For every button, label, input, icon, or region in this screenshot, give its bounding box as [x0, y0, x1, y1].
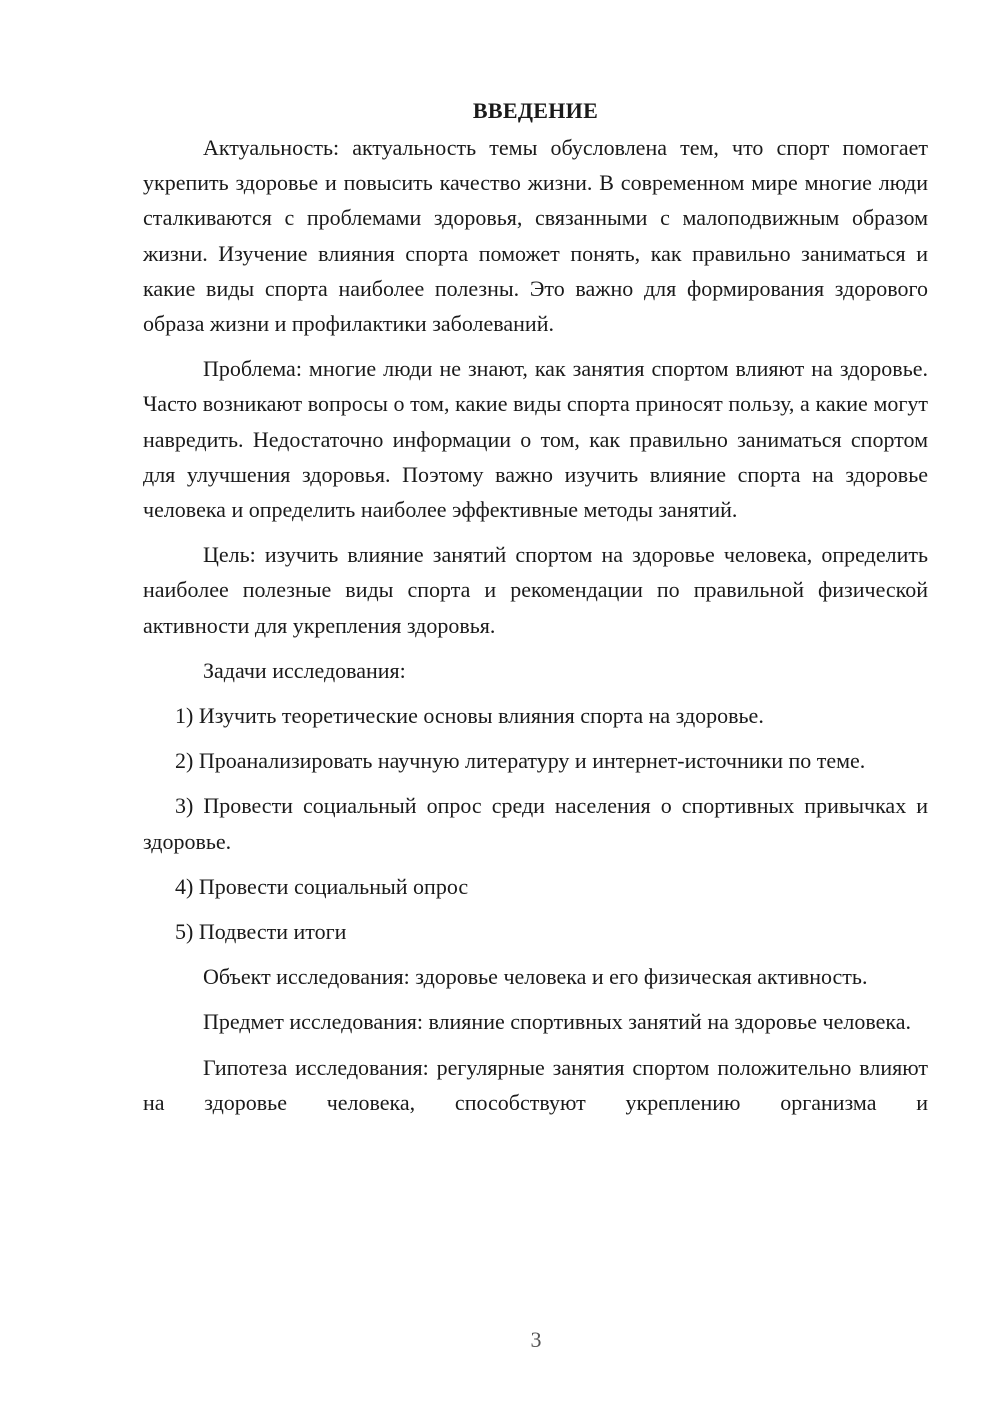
task-item-1: 1) Изучить теоретические основы влияния спорта на здоровье.	[175, 703, 764, 729]
section-title: ВВЕДЕНИЕ	[472, 98, 599, 123]
tasks-heading: Задачи исследования:	[203, 657, 406, 683]
hypothesis-paragraph: Гипотеза исследования: регулярные занятия спортом положительно влияют на здоровье человека, способствуют укреплению организма и	[143, 1054, 928, 1115]
document-page	[143, 94, 928, 1120]
task-item-5: 5) Подвести итоги	[175, 919, 347, 945]
task-item-4: 4) Провести социальный опрос	[175, 873, 469, 899]
task-item-2: 2) Проанализировать научную литературу и интернет-источники по теме.	[175, 748, 866, 774]
page-number: 3	[530, 1327, 542, 1352]
object-paragraph: Объект исследования: здоровье человека и его физическая активность.	[203, 964, 868, 990]
task-item-3: 3) Провести социальный опрос среди населения о спортивных привычках и здоровье.	[143, 793, 928, 854]
relevance-paragraph: Актуальность: актуальность темы обусловлена тем, что спорт помогает укрепить здоровье и повысить качество жизни. В современном мире многие люди сталкиваются с проблемами здоровья, связанными с малоподвижным образом жизни. Изучение влияния спорта поможет понять, как правильно заниматься и какие виды спорта наиболее полезны. Это важно для формирования здорового образа жизни и профилактики заболеваний.	[143, 135, 928, 337]
subject-paragraph: Предмет исследования: влияние спортивных занятий на здоровье человека.	[203, 1009, 911, 1035]
goal-paragraph: Цель: изучить влияние занятий спортом на здоровье человека, определить наиболее полезные виды спорта и рекомендации по правильной физической активности для укрепления здоровья.	[143, 542, 928, 638]
problem-paragraph: Проблема: многие люди не знают, как занятия спортом влияют на здоровье. Часто возникают вопросы о том, какие виды спорта приносят пользу, а какие могут навредить. Недостаточно информации о том, как правильно заниматься спортом для улучшения здоровья. Поэтому важно изучить влияние спорта на здоровье человека и определить наиболее эффективные методы занятий.	[143, 356, 928, 523]
